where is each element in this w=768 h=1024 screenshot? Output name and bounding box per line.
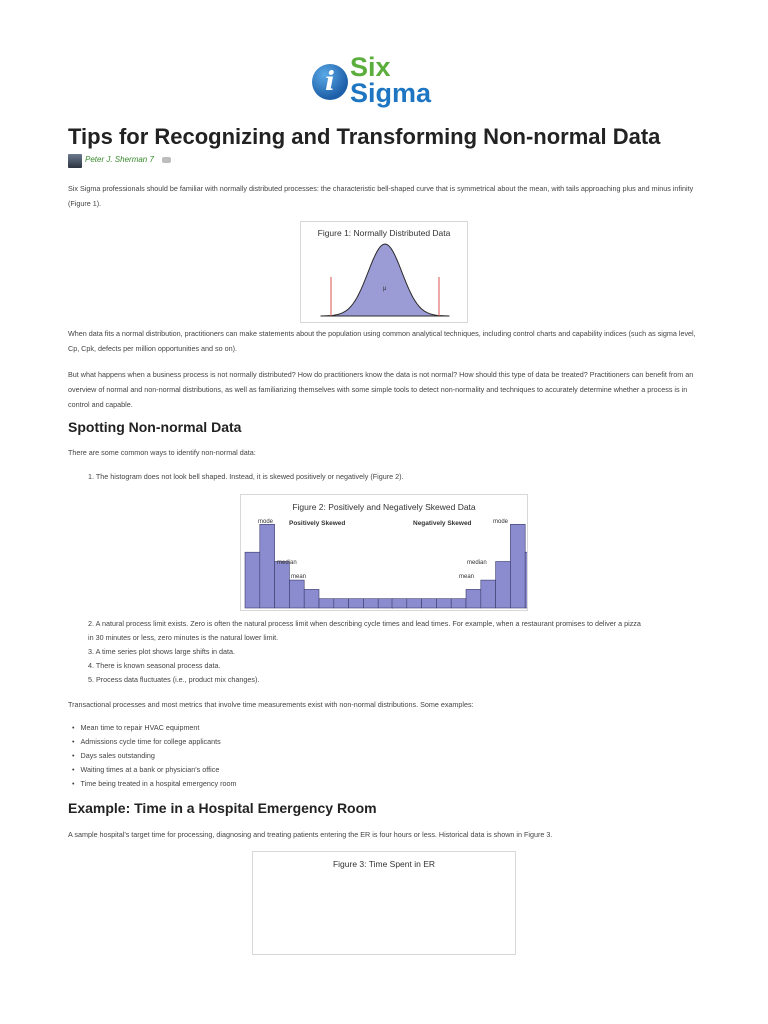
mode-label-left: mode xyxy=(258,519,274,525)
series-1-label: Positively Skewed xyxy=(289,520,346,527)
series-1-bar-8 xyxy=(349,599,364,608)
series-2-label: Negatively Skewed xyxy=(413,520,472,527)
figure-1-plot xyxy=(301,222,467,322)
figure-2-chart xyxy=(241,495,527,610)
series-2-bar-5 xyxy=(451,599,466,608)
bullet-text: Admissions cycle time for college applicants xyxy=(80,737,221,746)
logo-six-text: Six xyxy=(350,52,391,82)
er-example-paragraph: A sample hospital's target time for processing, diagnosing and treating patients entering the ER is four hours or less. Historical data is shown in Figure 3. xyxy=(68,830,553,839)
list-item-2: 2. A natural process limit exists. Zero is often the natural process limit when describing cycle times and lead times. For example, when a restaurant promises to deliver a pizza xyxy=(88,619,641,628)
series-2-bar-1 xyxy=(392,599,407,608)
bullet-item: • Days sales outstanding xyxy=(72,751,155,760)
comment-icon[interactable] xyxy=(162,157,171,163)
series-1-bar-10 xyxy=(378,599,393,608)
normal-fit-paragraph: When data fits a normal distribution, practitioners can make statements about the population using common analytical techniques, including control charts and capability indices (such as sigma level, Cp, Cpk, defects per million opportunities and so on). xyxy=(68,329,696,353)
bullet-item: • Admissions cycle time for college applicants xyxy=(72,737,221,746)
figure-3-title: Figure 3: Time Spent in ER xyxy=(332,859,436,869)
series-1-bar-4 xyxy=(289,580,304,608)
mean-label-right: mean xyxy=(459,574,475,580)
common-ways-paragraph: There are some common ways to identify non-normal data: xyxy=(68,448,256,457)
list-item-2-cont: in 30 minutes or less, zero minutes is the natural lower limit. xyxy=(88,633,279,642)
figure-1-title: Figure 1: Normally Distributed Data xyxy=(317,228,451,238)
series-1-bar-5 xyxy=(304,589,319,608)
mean-label-left: mean xyxy=(291,574,307,580)
normal-curve xyxy=(321,244,449,316)
series-2-bar-8 xyxy=(496,562,511,609)
series-2-bar-7 xyxy=(481,580,496,608)
figure-1 xyxy=(300,221,468,323)
list-item-4: 4. There is known seasonal process data. xyxy=(88,661,221,670)
series-2-bar-4 xyxy=(436,599,451,608)
series-1-bar-6 xyxy=(319,599,334,608)
bullet-text: Waiting times at a bank or physician's office xyxy=(80,765,220,774)
series-2-bar-10 xyxy=(525,552,527,608)
figure-2-title: Figure 2: Positively and Negatively Skewed Data xyxy=(292,502,476,512)
bullet-item: • Time being treated in a hospital emergency room xyxy=(72,779,237,788)
series-1-bar-7 xyxy=(334,599,349,608)
intro-paragraph: Six Sigma professionals should be familiar with normally distributed processes: the characteristic bell-shaped curve that is symmetrical about the mean, with tails approaching plus and minus infinity (Figure 1). xyxy=(68,184,694,208)
bullet-text: Mean time to repair HVAC equipment xyxy=(80,723,200,732)
bullet-item: • Mean time to repair HVAC equipment xyxy=(72,723,200,732)
mode-label-right: mode xyxy=(493,519,509,525)
not-normal-paragraph: But what happens when a business process is not normally distributed? How do practitioners know the data is not normal? How should this type of data be treated? Practitioners can benefit from an overview of normal and non-normal distributions, as well as familiarizing themselves with some simple tools to detect non-normality and techniques to accurately determine whether a process is in control and capable. xyxy=(68,370,694,409)
bullet-text: Days sales outstanding xyxy=(80,751,155,760)
series-2-bar-2 xyxy=(407,599,422,608)
bullet-text: Time being treated in a hospital emergency room xyxy=(80,779,237,788)
series-1-bar-3 xyxy=(275,562,290,609)
list-item-1: 1. The histogram does not look bell shaped. Instead, it is skewed positively or negatively (Figure 2). xyxy=(88,472,404,481)
author-link[interactable]: Peter J. Sherman 7 xyxy=(85,155,154,164)
series-1-bar-9 xyxy=(363,599,378,608)
list-item-5: 5. Process data fluctuates (i.e., product mix changes). xyxy=(88,675,260,684)
logo-sigma-text: Sigma xyxy=(350,78,432,108)
bullet-item: • Waiting times at a bank or physician's office xyxy=(72,765,220,774)
series-2-bar-3 xyxy=(422,599,437,608)
figure-2 xyxy=(240,494,528,611)
series-2-bar-6 xyxy=(466,589,481,608)
spotting-heading: Spotting Non-normal Data xyxy=(68,419,242,435)
author-avatar xyxy=(68,154,82,168)
series-1-bar-1 xyxy=(245,552,260,608)
median-label-right: median xyxy=(467,560,487,566)
transactional-paragraph: Transactional processes and most metrics that involve time measurements exist with non-normal distributions. Some examples: xyxy=(68,700,474,709)
mu-label: μ xyxy=(383,286,387,292)
example-heading: Example: Time in a Hospital Emergency Room xyxy=(68,800,377,816)
article-title: Tips for Recognizing and Transforming Non-normal Data xyxy=(68,124,661,149)
info-circle-icon: i xyxy=(312,64,348,100)
list-item-3: 3. A time series plot shows large shifts in data. xyxy=(88,647,236,656)
series-1-bar-2 xyxy=(260,524,275,608)
series-2-bar-9 xyxy=(510,524,525,608)
six-sigma-logo[interactable] xyxy=(312,54,442,112)
median-label-left: median xyxy=(277,560,297,566)
figure-3 xyxy=(252,851,516,955)
